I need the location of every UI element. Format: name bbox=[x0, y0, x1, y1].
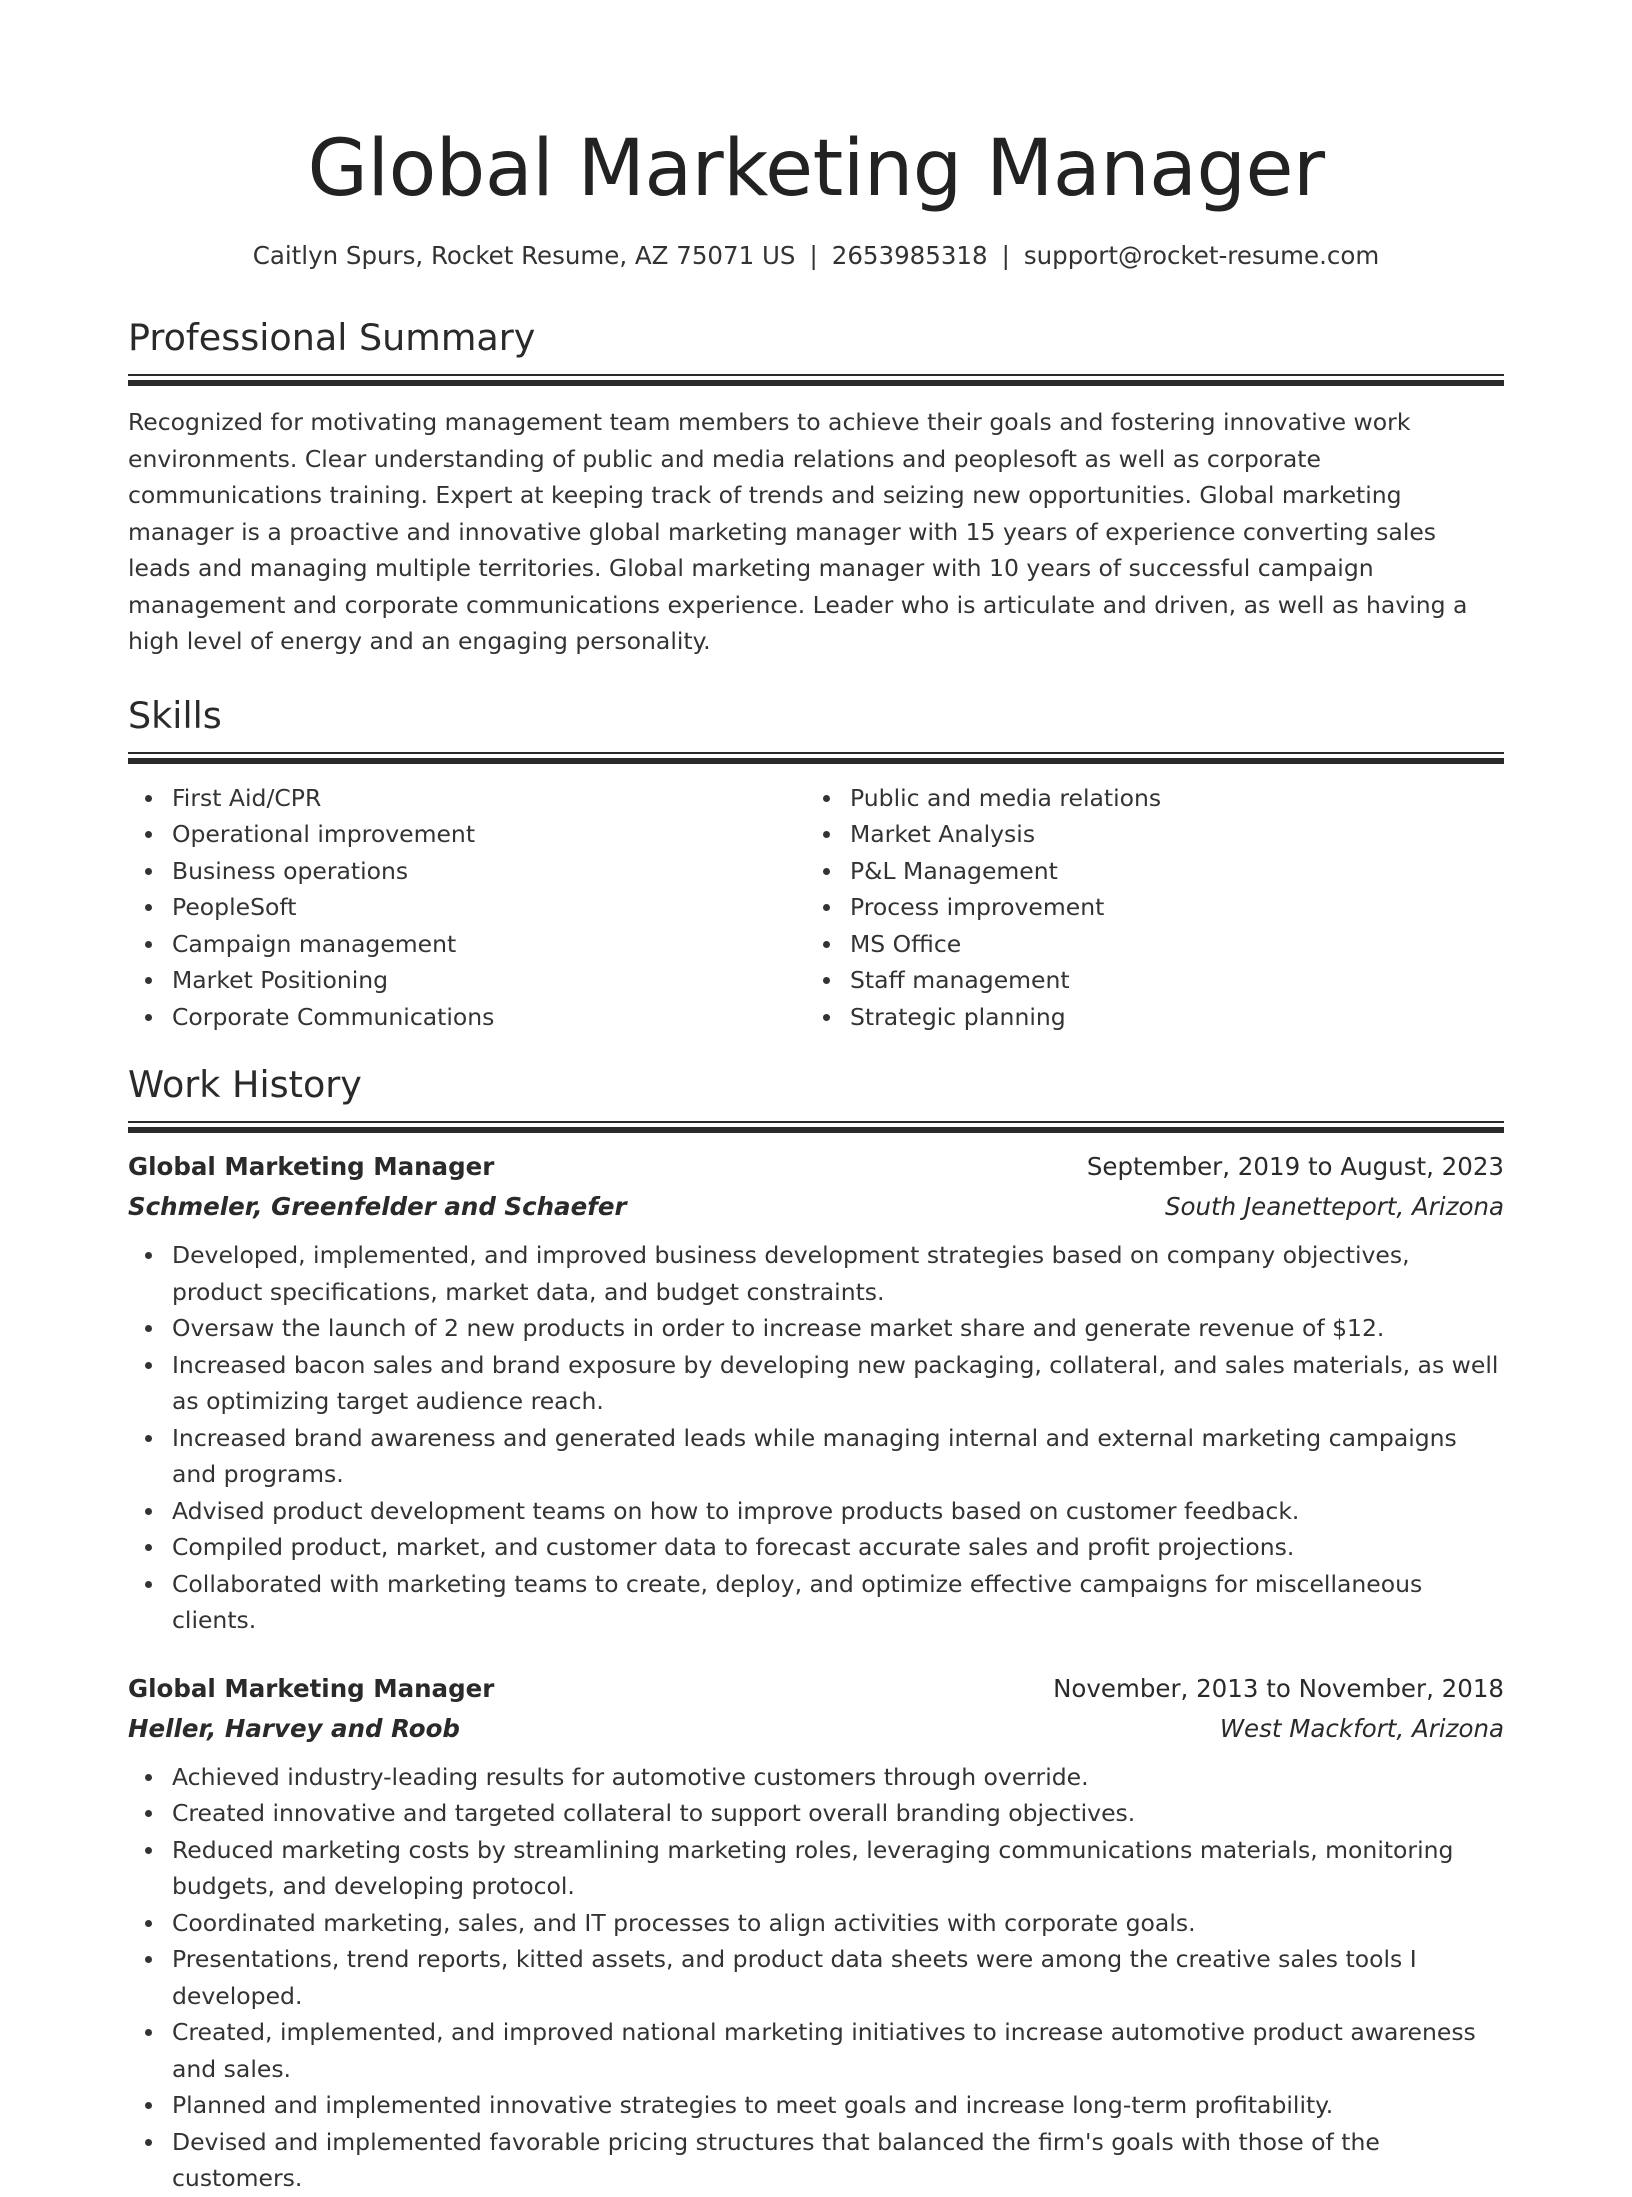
contact-separator: | bbox=[1001, 241, 1010, 270]
contact-separator: | bbox=[809, 241, 818, 270]
job-location: South Jeanetteport, Arizona bbox=[1164, 1192, 1504, 1221]
skill-item: Market Analysis bbox=[850, 816, 1484, 853]
job-bullets bbox=[128, 1759, 1504, 2197]
job-bullet: Compiled product, market, and customer data to forecast accurate sales and profit projections. bbox=[172, 1529, 1504, 1566]
summary-heading: Professional Summary bbox=[128, 316, 536, 359]
skill-item: PeopleSoft bbox=[172, 889, 806, 926]
job-bullet: Created innovative and targeted collateral to support overall branding objectives. bbox=[172, 1795, 1504, 1832]
section-divider bbox=[128, 374, 1504, 386]
section-divider bbox=[128, 752, 1504, 764]
job-dates: November, 2013 to November, 2018 bbox=[1053, 1673, 1504, 1703]
resume-title: Global Marketing Manager bbox=[307, 124, 1325, 214]
job-bullet: Reduced marketing costs by streamlining marketing roles, leveraging communications materials, monitoring budgets, and developing protocol. bbox=[172, 1832, 1504, 1905]
contact-line bbox=[128, 240, 1504, 272]
job-bullet: Devised and implemented favorable pricing structures that balanced the firm's goals with those of the customers. bbox=[172, 2124, 1504, 2197]
job-bullet: Increased bacon sales and brand exposure by developing new packaging, collateral, and sales materials, as well as optimizing target audience reach. bbox=[172, 1347, 1504, 1420]
skill-item: Process improvement bbox=[850, 889, 1484, 926]
job-bullet: Created, implemented, and improved national marketing initiatives to increase automotive product awareness and sales. bbox=[172, 2014, 1504, 2087]
job-location: West Mackfort, Arizona bbox=[1219, 1713, 1504, 1743]
job-bullets bbox=[128, 1237, 1504, 1639]
contact-address: Caitlyn Spurs, Rocket Resume, AZ 75071 US bbox=[252, 241, 796, 270]
skill-item: Market Positioning bbox=[172, 962, 806, 999]
job-dates: September, 2019 to August, 2023 bbox=[1086, 1152, 1504, 1181]
skills-left-column bbox=[128, 780, 806, 1036]
skill-item: P&L Management bbox=[850, 853, 1484, 890]
skills-right-list bbox=[806, 780, 1484, 1036]
summary-section bbox=[128, 314, 1504, 660]
job-entry bbox=[128, 1669, 1504, 2197]
job-title: Global Marketing Manager bbox=[128, 1152, 495, 1181]
work-section bbox=[128, 1061, 1504, 2197]
skill-item: MS Office bbox=[850, 926, 1484, 963]
skill-item: Campaign management bbox=[172, 926, 806, 963]
skills-section bbox=[128, 692, 1504, 1036]
skills-heading: Skills bbox=[128, 693, 222, 737]
job-company: Heller, Harvey and Roob bbox=[128, 1713, 460, 1743]
job-subheader bbox=[128, 1709, 1504, 1749]
skill-item: First Aid/CPR bbox=[172, 780, 806, 817]
skills-left-list bbox=[128, 780, 806, 1036]
job-bullet: Presentations, trend reports, kitted assets, and product data sheets were among the creative sales tools I developed. bbox=[172, 1941, 1504, 2014]
job-bullet: Coordinated marketing, sales, and IT processes to align activities with corporate goals. bbox=[172, 1905, 1504, 1942]
skill-item: Operational improvement bbox=[172, 816, 806, 853]
job-company: Schmeler, Greenfelder and Schaefer bbox=[128, 1192, 627, 1221]
job-bullet: Achieved industry-leading results for automotive customers through override. bbox=[172, 1759, 1504, 1796]
summary-text: Recognized for motivating management team members to achieve their goals and fostering innovative work environments. Clear understanding of public and media relations and peoplesoft as well as corporate communications training. Expert at keeping track of trends and seizing new opportunities. Global marketing manager is a proactive and innovative global marketing manager with 15 years of experience converting sales leads and managing multiple territories. Global marketing manager with 10 years of successful campaign management and corporate communications experience. Leader who is articulate and driven, as well as having a high level of energy and an engaging personality. bbox=[128, 408, 1468, 655]
job-bullet: Advised product development teams on how to improve products based on customer feedback. bbox=[172, 1493, 1504, 1530]
job-bullet: Planned and implemented innovative strategies to meet goals and increase long-term profitability. bbox=[172, 2087, 1504, 2124]
contact-phone: 2653985318 bbox=[831, 241, 988, 270]
skill-item: Public and media relations bbox=[850, 780, 1484, 817]
job-subheader bbox=[128, 1187, 1504, 1227]
contact-email[interactable]: support@rocket-resume.com bbox=[1023, 241, 1380, 270]
section-divider bbox=[128, 1121, 1504, 1133]
job-entry bbox=[128, 1147, 1504, 1639]
job-header bbox=[128, 1147, 1504, 1187]
job-title: Global Marketing Manager bbox=[128, 1673, 495, 1703]
job-bullet: Increased brand awareness and generated leads while managing internal and external marketing campaigns and programs. bbox=[172, 1420, 1504, 1493]
job-bullet: Developed, implemented, and improved business development strategies based on company objectives, product specifications, market data, and budget constraints. bbox=[172, 1237, 1504, 1310]
skill-item: Corporate Communications bbox=[172, 999, 806, 1036]
job-bullet: Collaborated with marketing teams to create, deploy, and optimize effective campaigns for miscellaneous clients. bbox=[172, 1566, 1504, 1639]
skill-item: Business operations bbox=[172, 853, 806, 890]
job-header bbox=[128, 1669, 1504, 1709]
skills-columns bbox=[128, 780, 1504, 1036]
resume-page bbox=[128, 0, 1504, 2197]
skill-item: Staff management bbox=[850, 962, 1484, 999]
job-bullet: Oversaw the launch of 2 new products in order to increase market share and generate revenue of $12. bbox=[172, 1310, 1504, 1347]
skills-right-column bbox=[806, 780, 1484, 1036]
skill-item: Strategic planning bbox=[850, 999, 1484, 1036]
work-heading: Work History bbox=[128, 1063, 362, 1106]
